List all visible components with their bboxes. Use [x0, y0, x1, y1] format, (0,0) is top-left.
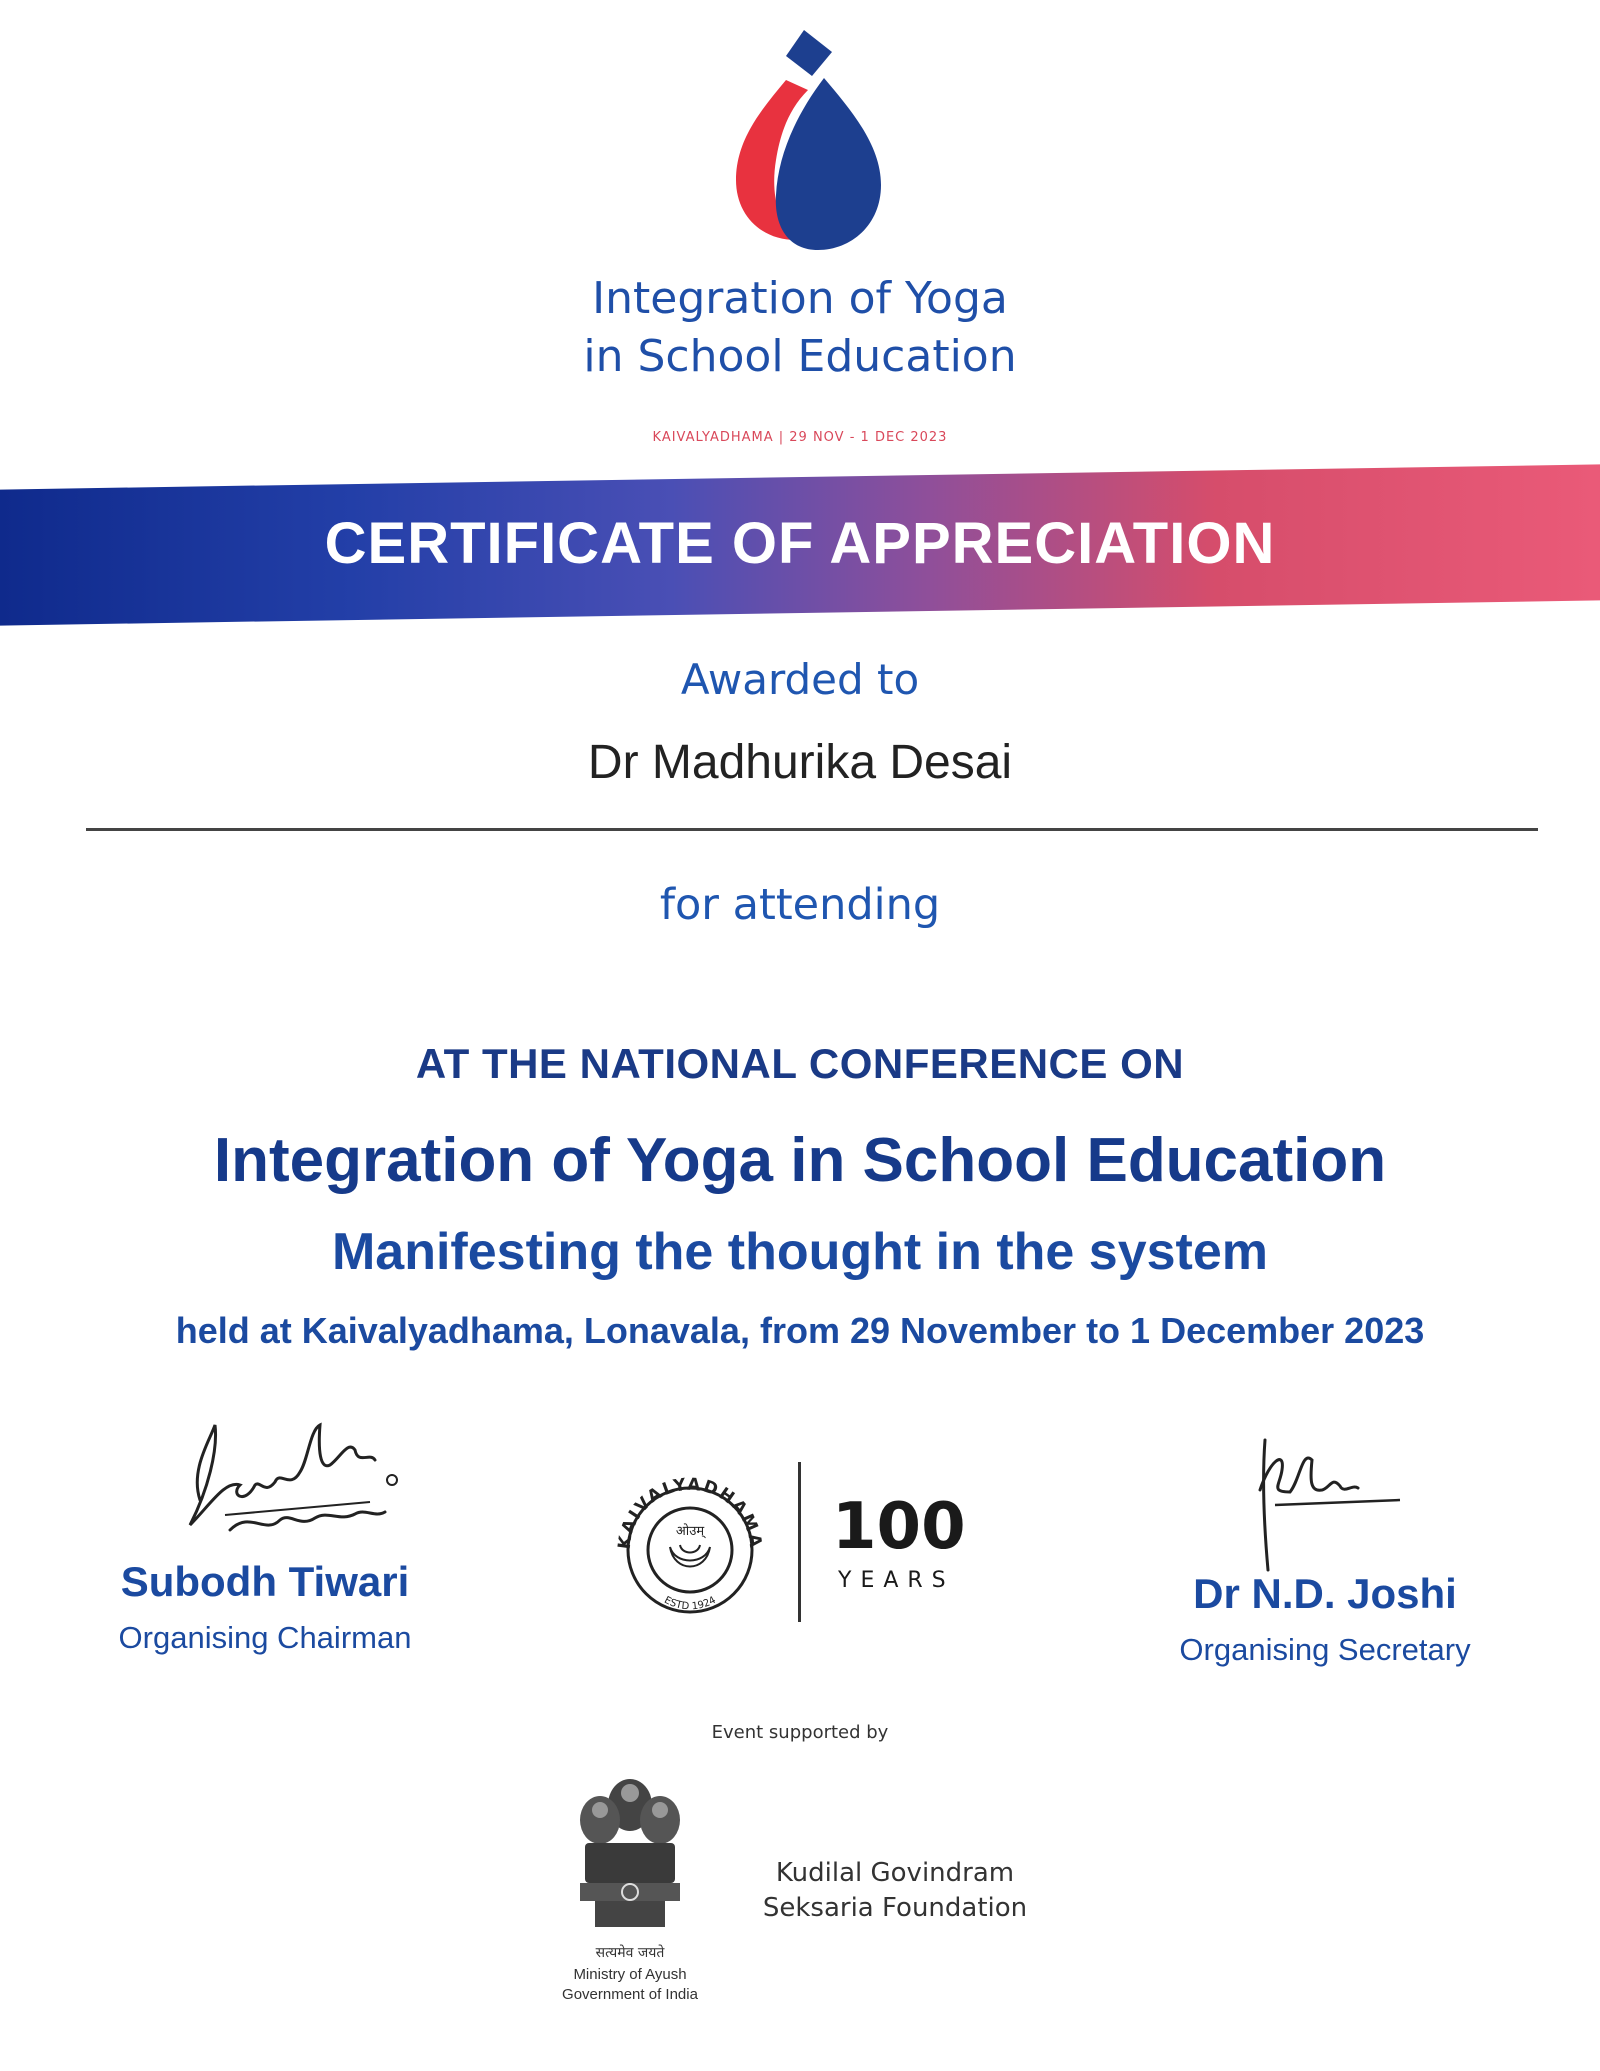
certificate-title: CERTIFICATE OF APPRECIATION — [324, 511, 1276, 576]
conference-intro: AT THE NATIONAL CONFERENCE ON — [415, 1040, 1185, 1087]
foundation-name-line2: Seksaria Foundation — [762, 1893, 1028, 1923]
secretary-name: Dr N.D. Joshi — [1193, 1570, 1457, 1617]
seal-divider — [798, 1462, 801, 1622]
chairman-signature — [170, 1410, 400, 1550]
recipient-name: Dr Madhurika Desai — [587, 736, 1013, 789]
conference-subtitle: Manifesting the thought in the system — [331, 1223, 1269, 1281]
name-underline — [86, 828, 1538, 831]
seal-ring-text: KAIVALYADHAMA — [614, 1474, 766, 1551]
chairman-name: Subodh Tiwari — [120, 1558, 410, 1605]
conference-logo — [716, 30, 896, 255]
anniversary-word: YEARS — [838, 1568, 955, 1593]
seal-inner-text: ओउम् — [675, 1524, 705, 1539]
awarded-label: Awarded to — [680, 655, 920, 704]
kaivalyadhama-seal — [600, 1455, 780, 1635]
secretary-signature — [1240, 1430, 1420, 1580]
logo-tagline: KAIVALYADHAMA | 29 NOV - 1 DEC 2023 — [652, 430, 948, 445]
national-emblem-icon — [565, 1765, 695, 1945]
logo-title-line1: Integration of Yoga — [592, 273, 1008, 324]
anniversary-number: 100 — [832, 1490, 966, 1564]
ministry-name: Ministry of Ayush — [573, 1966, 687, 1983]
logo-title-line2: in School Education — [583, 331, 1017, 382]
seal-estd: ESTD 1924 — [662, 1594, 718, 1613]
emblem-motto: सत्यमेव जयते — [595, 1945, 665, 1961]
support-label: Event supported by — [711, 1722, 889, 1743]
logo-diamond — [786, 30, 832, 76]
chairman-role: Organising Chairman — [118, 1620, 412, 1655]
foundation-name-line1: Kudilal Govindram — [775, 1858, 1015, 1888]
conference-title: Integration of Yoga in School Education — [213, 1126, 1387, 1195]
ministry-government: Government of India — [562, 1986, 698, 2003]
for-label: for attending — [659, 880, 941, 930]
conference-details: held at Kaivalyadhama, Lonavala, from 29 November to 1 December 2023 — [175, 1310, 1425, 1351]
secretary-role: Organising Secretary — [1179, 1632, 1471, 1667]
